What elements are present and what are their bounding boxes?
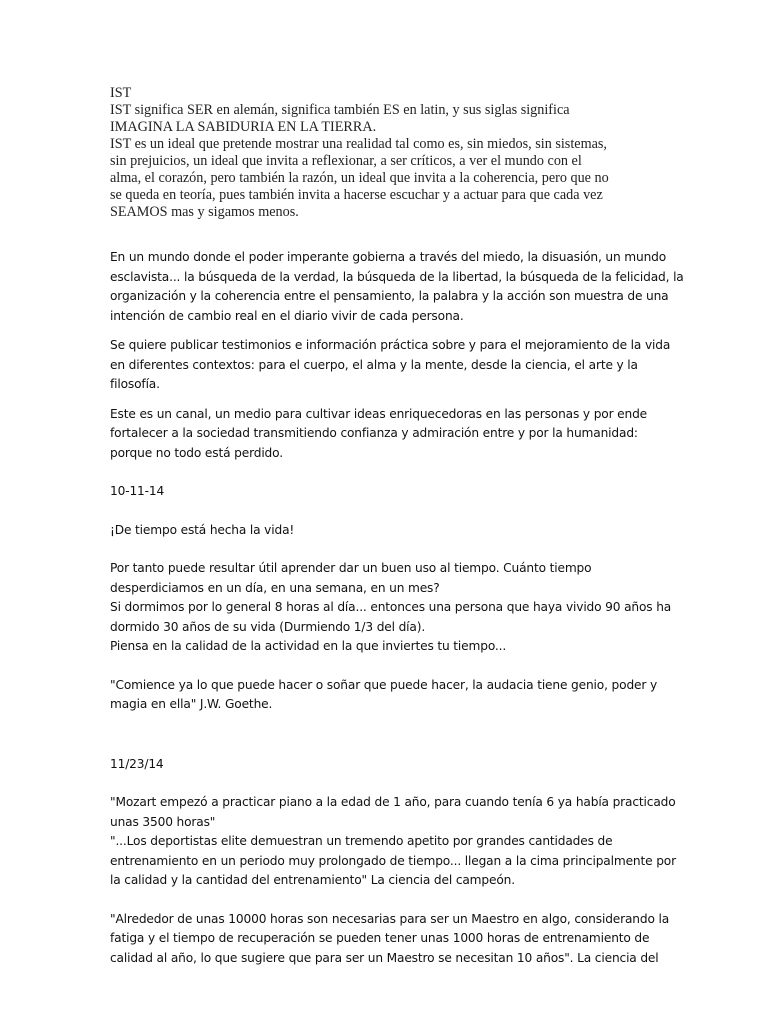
intro-line: IMAGINA LA SABIDURIA EN LA TIERRA. — [110, 119, 377, 135]
text-line: Por tanto puede resultar útil aprender dar un buen uso al tiempo. Cuánto tiempo — [110, 561, 592, 575]
text-line: la calidad y la cantidad del entrenamiento" La ciencia del campeón. — [110, 873, 515, 887]
intro-line: se queda en teoría, pues también invita a hacerse escuchar y a actuar para que cada vez — [110, 187, 603, 203]
quote-goethe — [110, 676, 670, 715]
text-line: Piensa en la calidad de la actividad en la que inviertes tu tiempo... — [110, 639, 507, 653]
text-line: Si dormimos por lo general 8 horas al día... entonces una persona que haya vivido 90 años ha — [110, 600, 672, 614]
text-line: entrenamiento en un periodo muy prolongado de tiempo... llegan a la cima principalmente por — [110, 853, 676, 868]
intro-line: IST es un ideal que pretende mostrar una realidad tal como es, sin miedos, sin sistemas, — [110, 136, 607, 152]
text-line: dormido 30 años de su vida (Durmiendo 1/3 del día). — [110, 619, 426, 634]
paragraph-canal — [110, 405, 670, 464]
text-line: Este es un canal, un medio para cultivar ideas enriquecedoras en las personas y por ende — [110, 406, 648, 421]
entry-heading: ¡De tiempo está hecha la vida! — [110, 522, 295, 537]
paragraph-tiempo — [110, 559, 670, 657]
paragraph-maestro — [110, 910, 670, 969]
paragraph-mozart — [110, 793, 676, 891]
text-line: en diferentes contextos: para el cuerpo, el alma y la mente, desde la ciencia, el arte y la — [110, 357, 638, 372]
text-line: "...Los deportistas elite demuestran un tremendo apetito por grandes cantidades de — [110, 834, 613, 848]
intro-line: IST significa SER en alemán, significa también ES en latin, y sus siglas significa — [110, 102, 570, 118]
text-line: organización y la coherencia entre el pensamiento, la palabra y la acción son muestra de una — [110, 289, 669, 303]
text-line: fortalecer a la sociedad transmitiendo confianza y admiración entre y por la humanidad: — [110, 426, 638, 440]
intro-line: SEAMOS mas y sigamos menos. — [110, 204, 299, 220]
text-line: "Comience ya lo que puede hacer o soñar que puede hacer, la audacia tiene genio, poder y — [110, 677, 658, 692]
paragraph-publicar — [110, 336, 670, 395]
intro-line: alma, el corazón, pero también la razón, un ideal que invita a la coherencia, pero que no — [110, 170, 609, 186]
text-line: "Mozart empezó a practicar piano a la edad de 1 año, para cuando tenía 6 ya había practicado — [110, 795, 676, 809]
text-line: magia en ella" J.W. Goethe. — [110, 697, 273, 711]
intro-line: sin prejuicios, un ideal que invita a reflexionar, a ser críticos, a ver el mundo con el — [110, 153, 582, 169]
text-line: intención de cambio real en el diario vivir de cada persona. — [110, 308, 464, 323]
text-line: desperdiciamos en un día, en una semana, en un mes? — [110, 580, 440, 595]
text-line: En un mundo donde el poder imperante gobierna a través del miedo, la disuasión, un mundo — [110, 250, 667, 264]
text-line: filosofía. — [110, 377, 160, 391]
text-line: porque no todo está perdido. — [110, 445, 283, 460]
text-line: fatiga y el tiempo de recuperación se pueden tener unas 1000 horas de entrenamiento de — [110, 931, 650, 945]
text-line: Se quiere publicar testimonios e información práctica sobre y para el mejoramiento de la vida — [110, 338, 671, 352]
paragraph-mundo — [110, 248, 684, 326]
intro-title: IST — [110, 85, 132, 101]
text-line: "Alrededor de unas 10000 horas son necesarias para ser un Maestro en algo, considerando la — [110, 911, 670, 926]
text-line: unas 3500 horas" — [110, 814, 216, 829]
intro-section — [110, 85, 630, 221]
text-line: esclavista... la búsqueda de la verdad, la búsqueda de la libertad, la búsqueda de la felicidad, la — [110, 269, 684, 284]
text-line: calidad al año, lo que sugiere que para ser un Maestro se necesitan 10 años". La ciencia del — [110, 950, 659, 965]
body-section — [110, 248, 684, 968]
entry-date: 10-11-14 — [110, 484, 165, 498]
entry-date: 11/23/14 — [110, 756, 164, 771]
